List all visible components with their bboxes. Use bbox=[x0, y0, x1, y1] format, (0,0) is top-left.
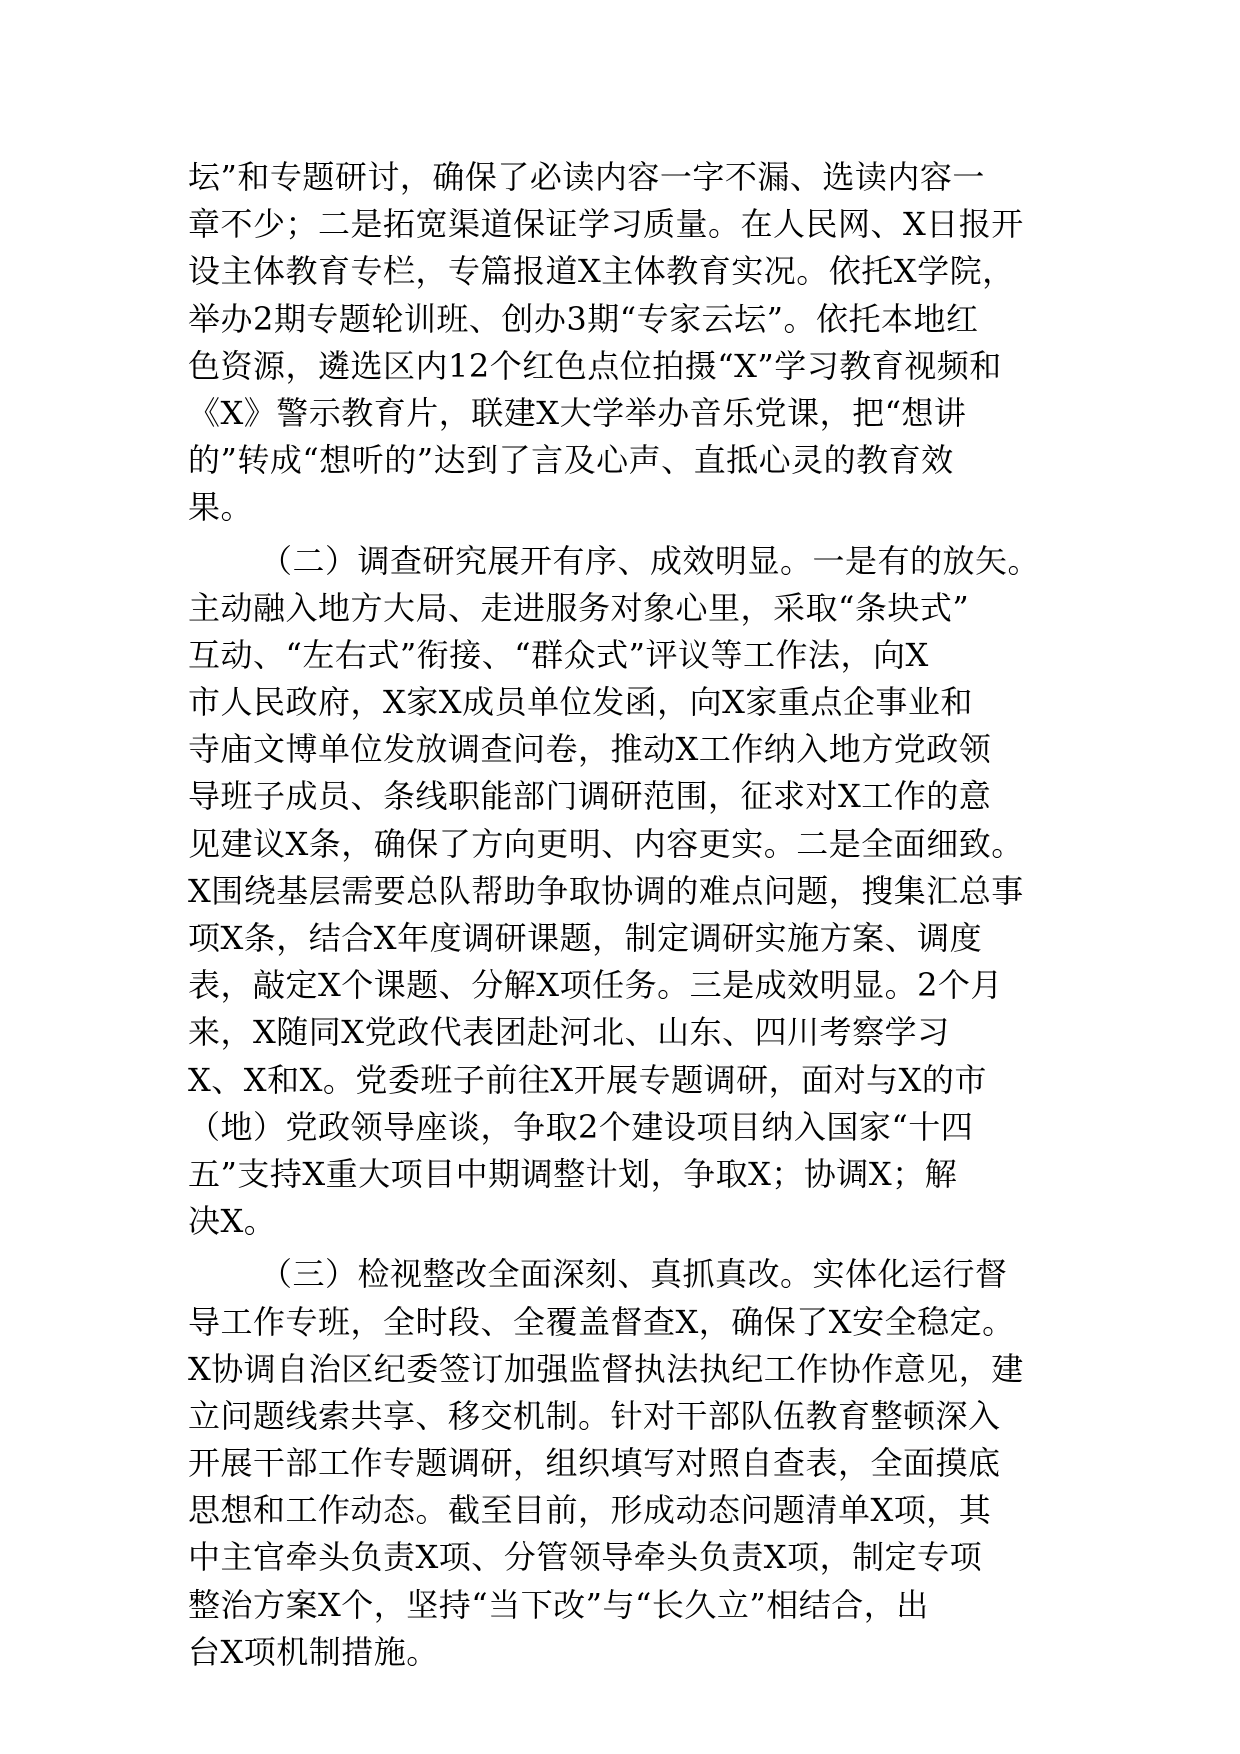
text-line: X围绕基层需要总队帮助争取协调的难点问题，搜集汇总事 bbox=[188, 871, 1024, 910]
text-line: 立问题线索共享、移交机制。针对干部队伍教育整顿深入 bbox=[188, 1396, 1001, 1435]
text-line: 台X项机制措施。 bbox=[188, 1632, 439, 1671]
text-line: 《X》警示教育片，联建X大学举办音乐党课，把“想讲 bbox=[188, 393, 967, 432]
text-line: 表，敲定X个课题、分解X项任务。三是成效明显。2个月 bbox=[188, 966, 1003, 1005]
text-line: X、X和X。党委班子前往X开展专题调研，面对与X的市 bbox=[188, 1060, 987, 1099]
text-line: 思想和工作动态。截至目前，形成动态问题清单X项，其 bbox=[188, 1491, 992, 1530]
text-line: 寺庙文博单位发放调查问卷，推动X工作纳入地方党政领 bbox=[188, 730, 992, 769]
text-line: 的”转成“想听的”达到了言及心声、直抵心灵的教育效 bbox=[188, 441, 954, 480]
text-line: 举办2期专题轮训班、创办3期“专家云坛”。依托本地红 bbox=[188, 299, 979, 338]
text-line: 坛”和专题研讨，确保了必读内容一字不漏、选读内容一 bbox=[188, 158, 985, 196]
text-line: 市人民政府，X家X成员单位发函，向X家重点企事业和 bbox=[188, 683, 973, 722]
text-line: 导班子成员、条线职能部门调研范围，征求对X工作的意 bbox=[188, 777, 992, 816]
text-line: 见建议X条，确保了方向更明、内容更实。二是全面细致。 bbox=[188, 824, 1024, 863]
text-line: 开展干部工作专题调研，组织填写对照自查表，全面摸底 bbox=[188, 1444, 1001, 1483]
paragraph-3 bbox=[188, 1251, 1058, 1676]
paragraph-2 bbox=[188, 538, 1058, 1246]
text-line: （三）检视整改全面深刻、真抓真改。实体化运行督 bbox=[260, 1255, 1008, 1294]
text-line: 果。 bbox=[188, 488, 254, 527]
text-line: 色资源，遴选区内12个红色点位拍摄“X”学习教育视频和 bbox=[188, 346, 1002, 385]
text-line: 决X。 bbox=[188, 1202, 277, 1241]
text-line: 来，X随同X党政代表团赴河北、山东、四川考察学习 bbox=[188, 1013, 950, 1052]
text-line: 中主官牵头负责X项、分管领导牵头负责X项，制定专项 bbox=[188, 1538, 983, 1577]
text-line: 主动融入地方大局、走进服务对象心里，采取“条块式” bbox=[188, 588, 970, 627]
text-line: X协调自治区纪委签订加强监督执法执纪工作协作意见，建 bbox=[188, 1349, 1024, 1388]
text-line: 导工作专班，全时段、全覆盖督查X，确保了X安全稳定。 bbox=[188, 1302, 1015, 1341]
text-line: 章不少；二是拓宽渠道保证学习质量。在人民网、X日报开 bbox=[188, 205, 1024, 244]
document-body bbox=[188, 154, 1058, 1676]
text-line: （地）党政领导座谈，争取2个建设项目纳入国家“十四 bbox=[188, 1107, 974, 1146]
text-line: （二）调查研究展开有序、成效明显。一是有的放矢。 bbox=[260, 541, 1041, 580]
text-line: 设主体教育专栏，专篇报道X主体教育实况。依托X学院， bbox=[188, 252, 1015, 291]
paragraph-1 bbox=[188, 154, 1058, 532]
text-line: 五”支持X重大项目中期调整计划，争取X；协调X；解 bbox=[188, 1154, 958, 1193]
text-line: 项X条，结合X年度调研课题，制定调研实施方案、调度 bbox=[188, 919, 983, 957]
text-line: 互动、“左右式”衔接、“群众式”评议等工作法，向X bbox=[188, 635, 929, 674]
text-line: 整治方案X个，坚持“当下改”与“长久立”相结合，出 bbox=[188, 1585, 929, 1624]
